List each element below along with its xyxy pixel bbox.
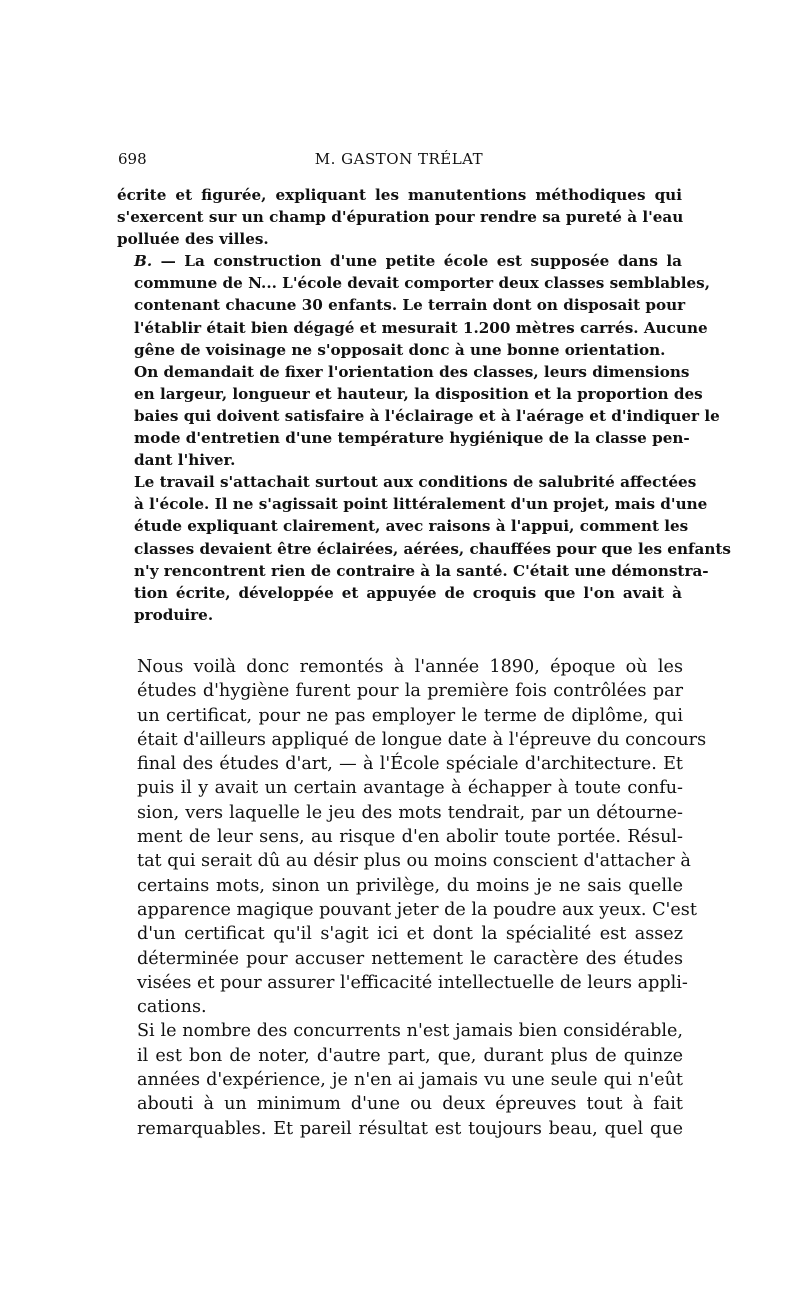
text-line: l'établir était bien dégagé et mesurait 1.200 mètres carrés. Aucune (134, 318, 708, 337)
text-line: étude expliquant clairement, avec raisons à l'appui, comment les (134, 517, 689, 536)
text-line: classes devaient être éclairées, aérées, chauffées pour que les enfants (134, 539, 731, 558)
text-line: mode d'entretien d'une température hygiénique de la classe pen- (134, 429, 690, 448)
text-fragment: — La construction d'une petite école est supposée dans la (152, 252, 682, 271)
text-line: en largeur, longueur et hauteur, la disposition et la proportion des (134, 384, 703, 403)
text-line: n'y rencontrent rien de contraire à la santé. C'était une démonstra- (134, 561, 709, 580)
running-title: M. GASTON TRÉLAT (314, 150, 484, 168)
section-label: B. (134, 252, 153, 271)
text-line: remarquables. Et pareil résultat est toujours beau, quel que (137, 1118, 683, 1139)
text-line: abouti à un minimum d'une ou deux épreuves tout à fait (137, 1094, 683, 1115)
paragraph-continuation (117, 184, 682, 250)
text-line: visées et pour assurer l'efficacité intellectuelle de leurs appli- (137, 972, 688, 993)
text-line: tat qui serait dû au désir plus ou moins conscient d'attacher à (137, 851, 691, 872)
main-text-block (117, 655, 707, 1141)
text-line: puis il y avait un certain avantage à échapper à toute confu- (137, 778, 683, 799)
text-line: tion écrite, développée et appuyée de croquis que l'on avait à (134, 583, 682, 602)
paragraph-1890 (117, 655, 707, 1019)
text-line: Si le nombre des concurrents n'est jamais bien considérable, (137, 1021, 683, 1042)
text-line: baies qui doivent satisfaire à l'éclairage et à l'aérage et d'indiquer le (134, 406, 720, 425)
text-line: Nous voilà donc remontés à l'année 1890, époque où les (137, 657, 683, 677)
text-line: On demandait de fixer l'orientation des classes, leurs dimensions (134, 362, 690, 381)
text-line: ment de leur sens, au risque d'en abolir toute portée. Résul- (137, 827, 683, 848)
text-line: dant l'hiver. (134, 451, 236, 470)
text-line: était d'ailleurs appliqué de longue date à l'épreuve du concours (137, 729, 707, 750)
text-line: produire. (134, 605, 214, 624)
paragraph-orientation (117, 361, 720, 471)
paragraph-b (117, 250, 710, 360)
text-line: polluée des villes. (117, 230, 269, 249)
text-line: il est bon de noter, d'autre part, que, durant plus de quinze (137, 1045, 683, 1066)
page-number: 698 (118, 150, 147, 168)
paragraph-travail (117, 471, 731, 626)
text-line: cations. (137, 997, 207, 1018)
small-print-block (117, 184, 731, 626)
text-line: un certificat, pour ne pas employer le terme de diplôme, qui (137, 705, 683, 726)
text-line: déterminée pour accuser nettement le caractère des études (137, 948, 683, 969)
text-line: contenant chacune 30 enfants. Le terrain dont on disposait pour (134, 296, 686, 315)
text-line: écrite et figurée, expliquant les manutentions méthodiques qui (117, 186, 682, 204)
text-line: commune de N... L'école devait comporter deux classes semblables, (134, 274, 710, 293)
page-header (118, 150, 680, 172)
text-line: final des études d'art, — à l'École spéciale d'architecture. Et (137, 754, 683, 775)
text-line: s'exercent sur un champ d'épuration pour rendre sa pureté à l'eau (117, 208, 684, 227)
paragraph-concurrents (117, 1019, 683, 1140)
text-line: à l'école. Il ne s'agissait point littéralement d'un projet, mais d'une (134, 495, 708, 514)
text-line: années d'expérience, je n'en ai jamais vu une seule qui n'eût (137, 1070, 683, 1091)
text-line: apparence magique pouvant jeter de la poudre aux yeux. C'est (137, 899, 697, 920)
text-line: d'un certificat qu'il s'agit ici et dont la spécialité est assez (137, 924, 683, 945)
text-line: gêne de voisinage ne s'opposait donc à une bonne orientation. (134, 340, 666, 359)
text-line: certains mots, sinon un privilège, du moins je ne sais quelle (137, 875, 683, 896)
text-line: études d'hygiène furent pour la première fois contrôlées par (137, 681, 683, 702)
text-line (117, 250, 682, 272)
text-line: Le travail s'attachait surtout aux conditions de salubrité affectées (134, 473, 697, 492)
text-line: sion, vers laquelle le jeu des mots tendrait, par un détourne- (137, 802, 683, 823)
